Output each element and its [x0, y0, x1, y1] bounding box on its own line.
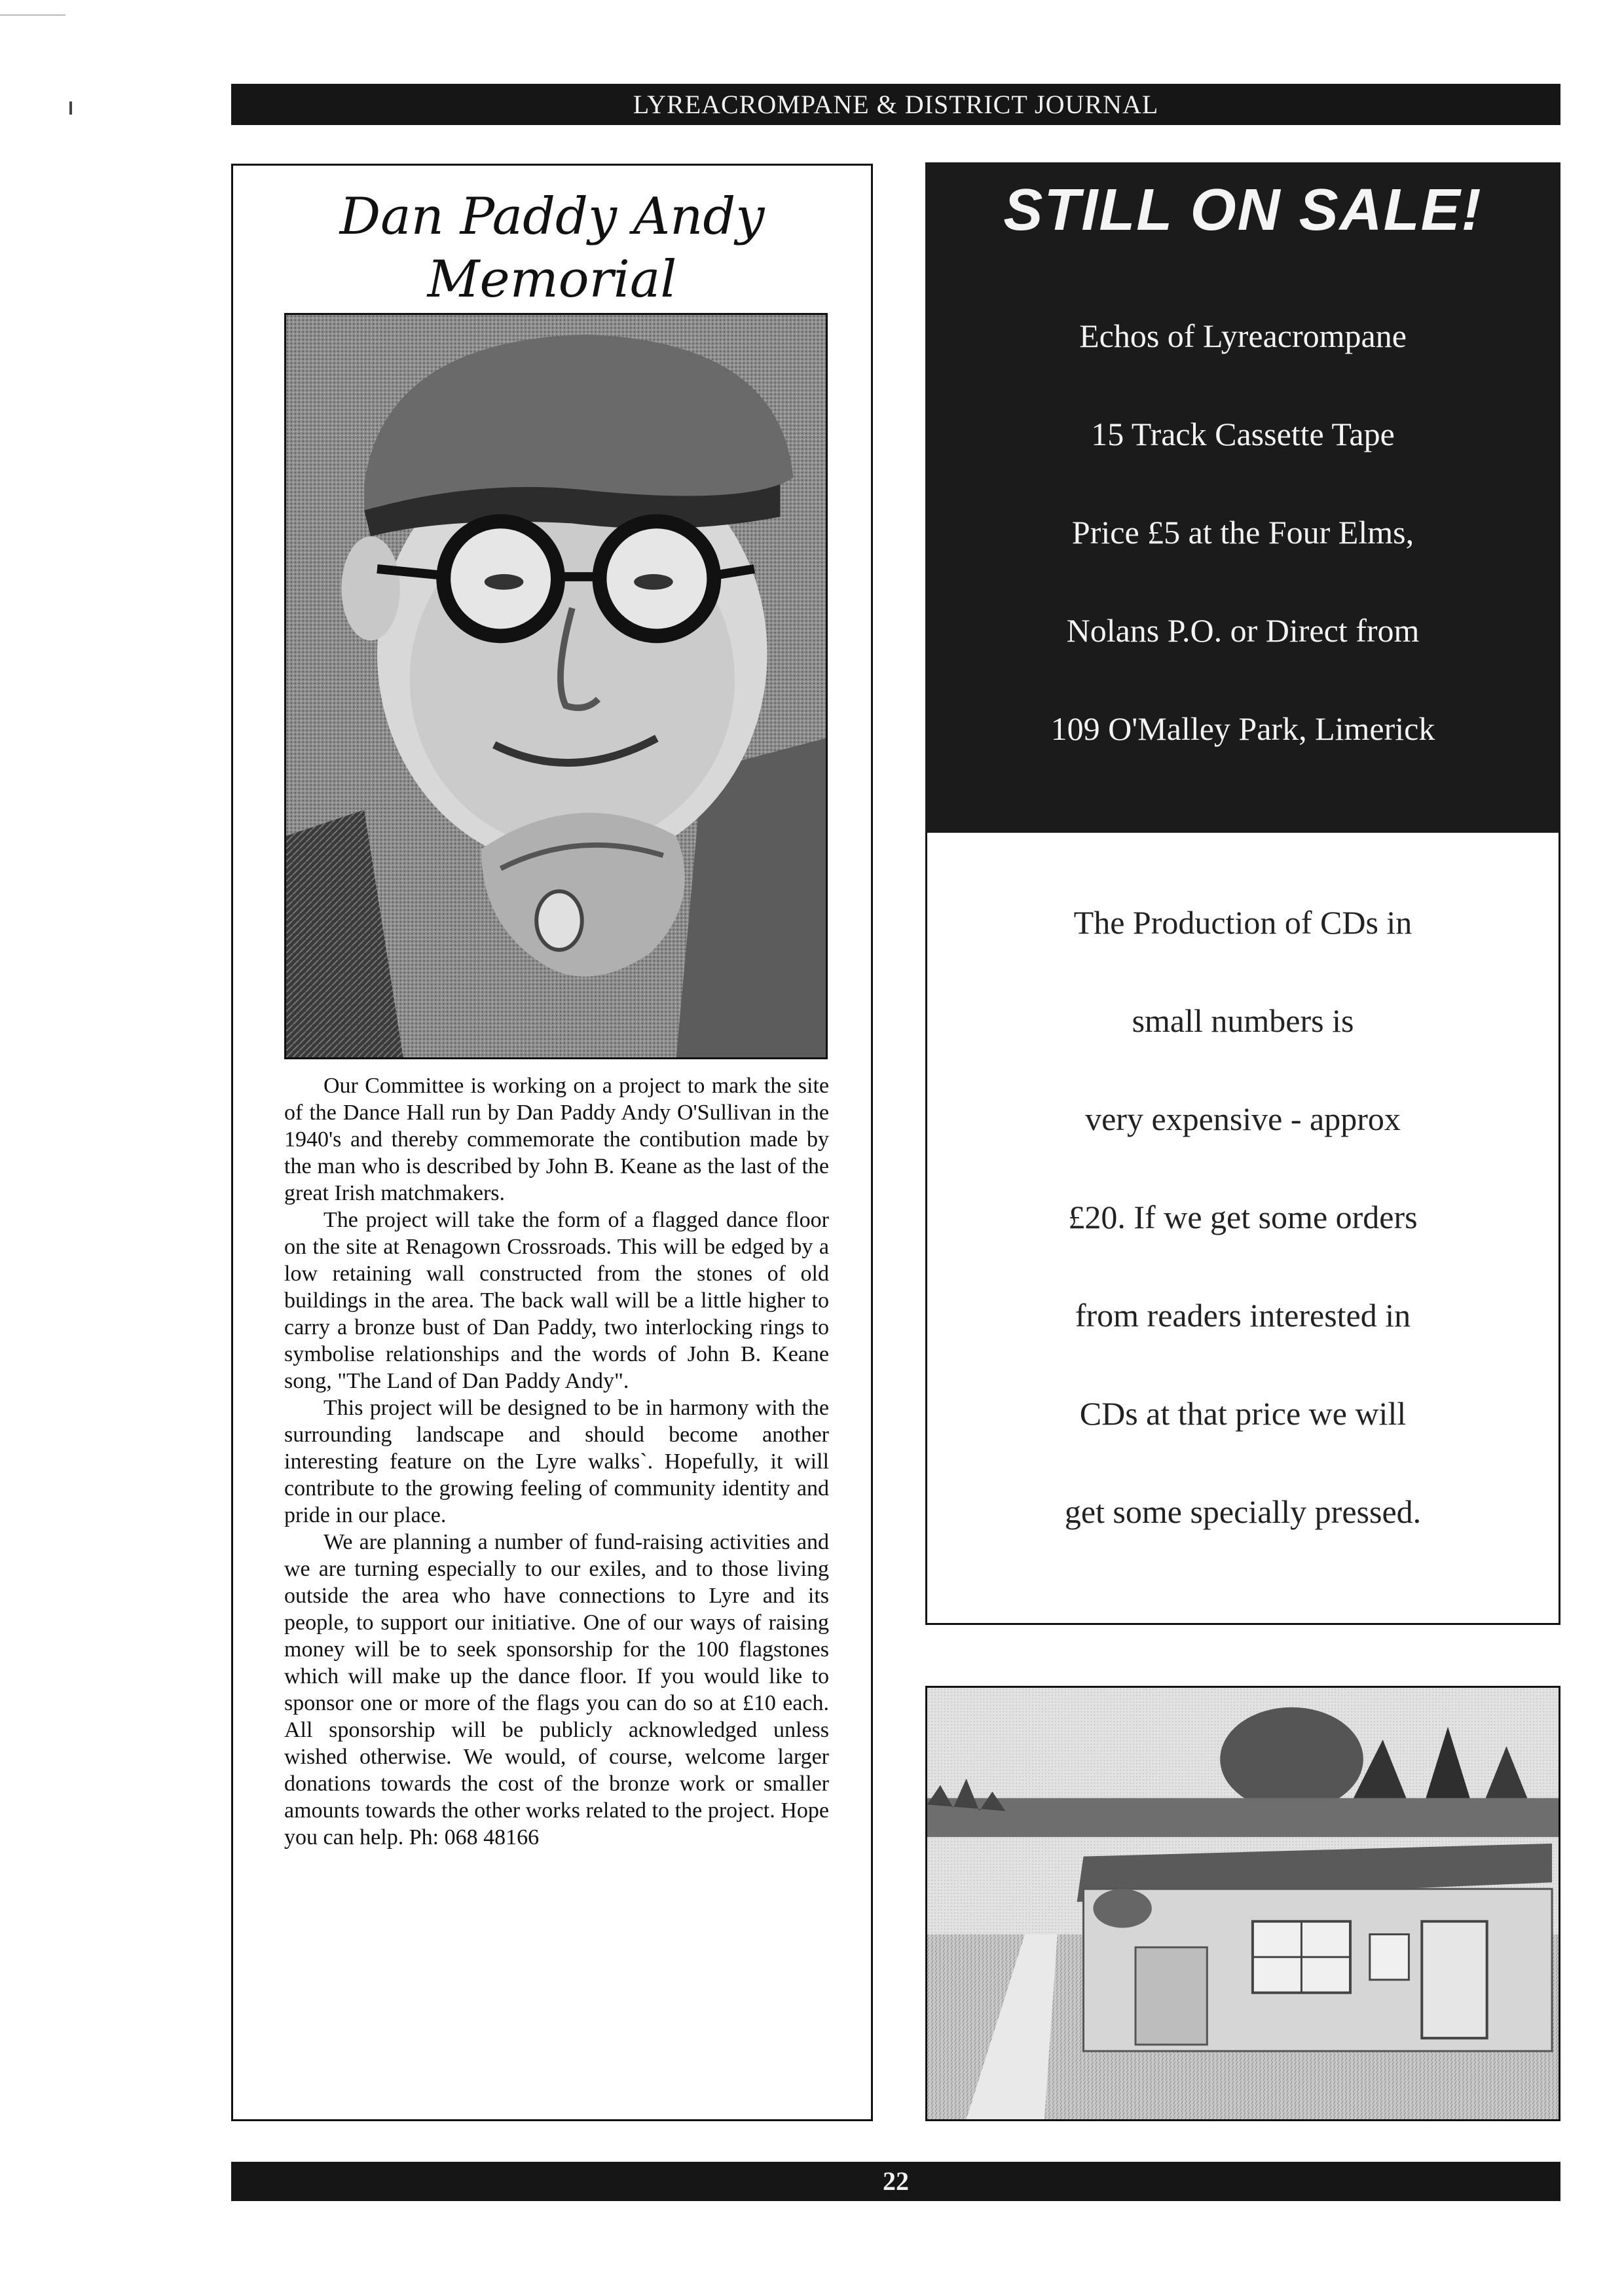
sale-line: Nolans P.O. or Direct from	[1066, 612, 1420, 649]
cd-notice-line: get some specially pressed.	[1064, 1493, 1422, 1530]
scan-corner-mark	[0, 14, 65, 16]
portrait-photo-icon	[284, 313, 828, 1059]
still-on-sale-ad	[925, 162, 1560, 833]
cd-notice-line: small numbers is	[1132, 1002, 1354, 1039]
memorial-title-line1: Dan Paddy Andy	[339, 187, 765, 246]
article-paragraph: Our Committee is working on a project to mark the site of the Dance Hall run by Dan Paddy Andy O'Sullivan in the 1940's and thereby commemorate the contibution made by the man who is described by John B. Keane as the last of the great Irish matchmakers.	[284, 1074, 829, 1205]
cd-notice-line: from readers interested in	[1075, 1297, 1411, 1334]
journal-header-bar: LYREACROMPANE & DISTRICT JOURNAL	[231, 84, 1560, 125]
article-paragraph: This project will be designed to be in harmony with the surrounding landscape and should become another interesting feature on the Lyre walks`. Hopefully, it will contribute to the growing feeling of community identity and pride in our place.	[284, 1396, 829, 1527]
article-paragraph: The project will take the form of a flagged dance floor on the site at Renagown Crossroads. This will be edged by a low retaining wall constructed from the stones of old buildings in the area. The back wall will be a little higher to carry a bronze bust of Dan Paddy, two interlocking rings to symbolise relationships and the words of John B. Keane song, "The Land of Dan Paddy Andy".	[284, 1208, 829, 1393]
sale-line: Echos of Lyreacrompane	[1079, 318, 1407, 354]
sale-line: 15 Track Cassette Tape	[1091, 416, 1395, 452]
cd-notice-line: CDs at that price we will	[1079, 1395, 1407, 1432]
sale-title: STILL ON SALE!	[1003, 177, 1483, 243]
sale-line: 109 O'Malley Park, Limerick	[1050, 710, 1435, 747]
memorial-article-text	[284, 1072, 829, 1851]
page-number-bar: 22	[231, 2162, 1560, 2201]
cd-notice-line: very expensive - approx	[1085, 1101, 1401, 1137]
cottage-painting-icon	[925, 1686, 1560, 2121]
cd-notice-line: The Production of CDs in	[1073, 904, 1412, 941]
scan-margin-tick	[69, 101, 72, 115]
cd-notice-line: £20. If we get some orders	[1068, 1199, 1418, 1235]
cd-notice-box	[925, 833, 1560, 1625]
memorial-title-line2: Memorial	[427, 250, 677, 309]
memorial-article-box	[231, 164, 873, 2121]
article-paragraph: We are planning a number of fund-raising activities and we are turning especially to our exiles, and to those living outside the area who have connections to Lyre and its people, to support our initiative. One of our ways of raising money will be to seek sponsorship for the 100 flagstones which will make up the dance floor. If you would like to sponsor one or more of the flags you can do so at £10 each. All sponsorship will be publicly acknowledged unless wished otherwise. We would, of course, welcome larger donations towards the cost of the bronze work or smaller amounts towards the other works related to the project. Hope you can help. Ph: 068 48166	[284, 1530, 829, 1850]
sale-line: Price £5 at the Four Elms,	[1071, 514, 1414, 551]
memorial-title	[233, 185, 871, 311]
